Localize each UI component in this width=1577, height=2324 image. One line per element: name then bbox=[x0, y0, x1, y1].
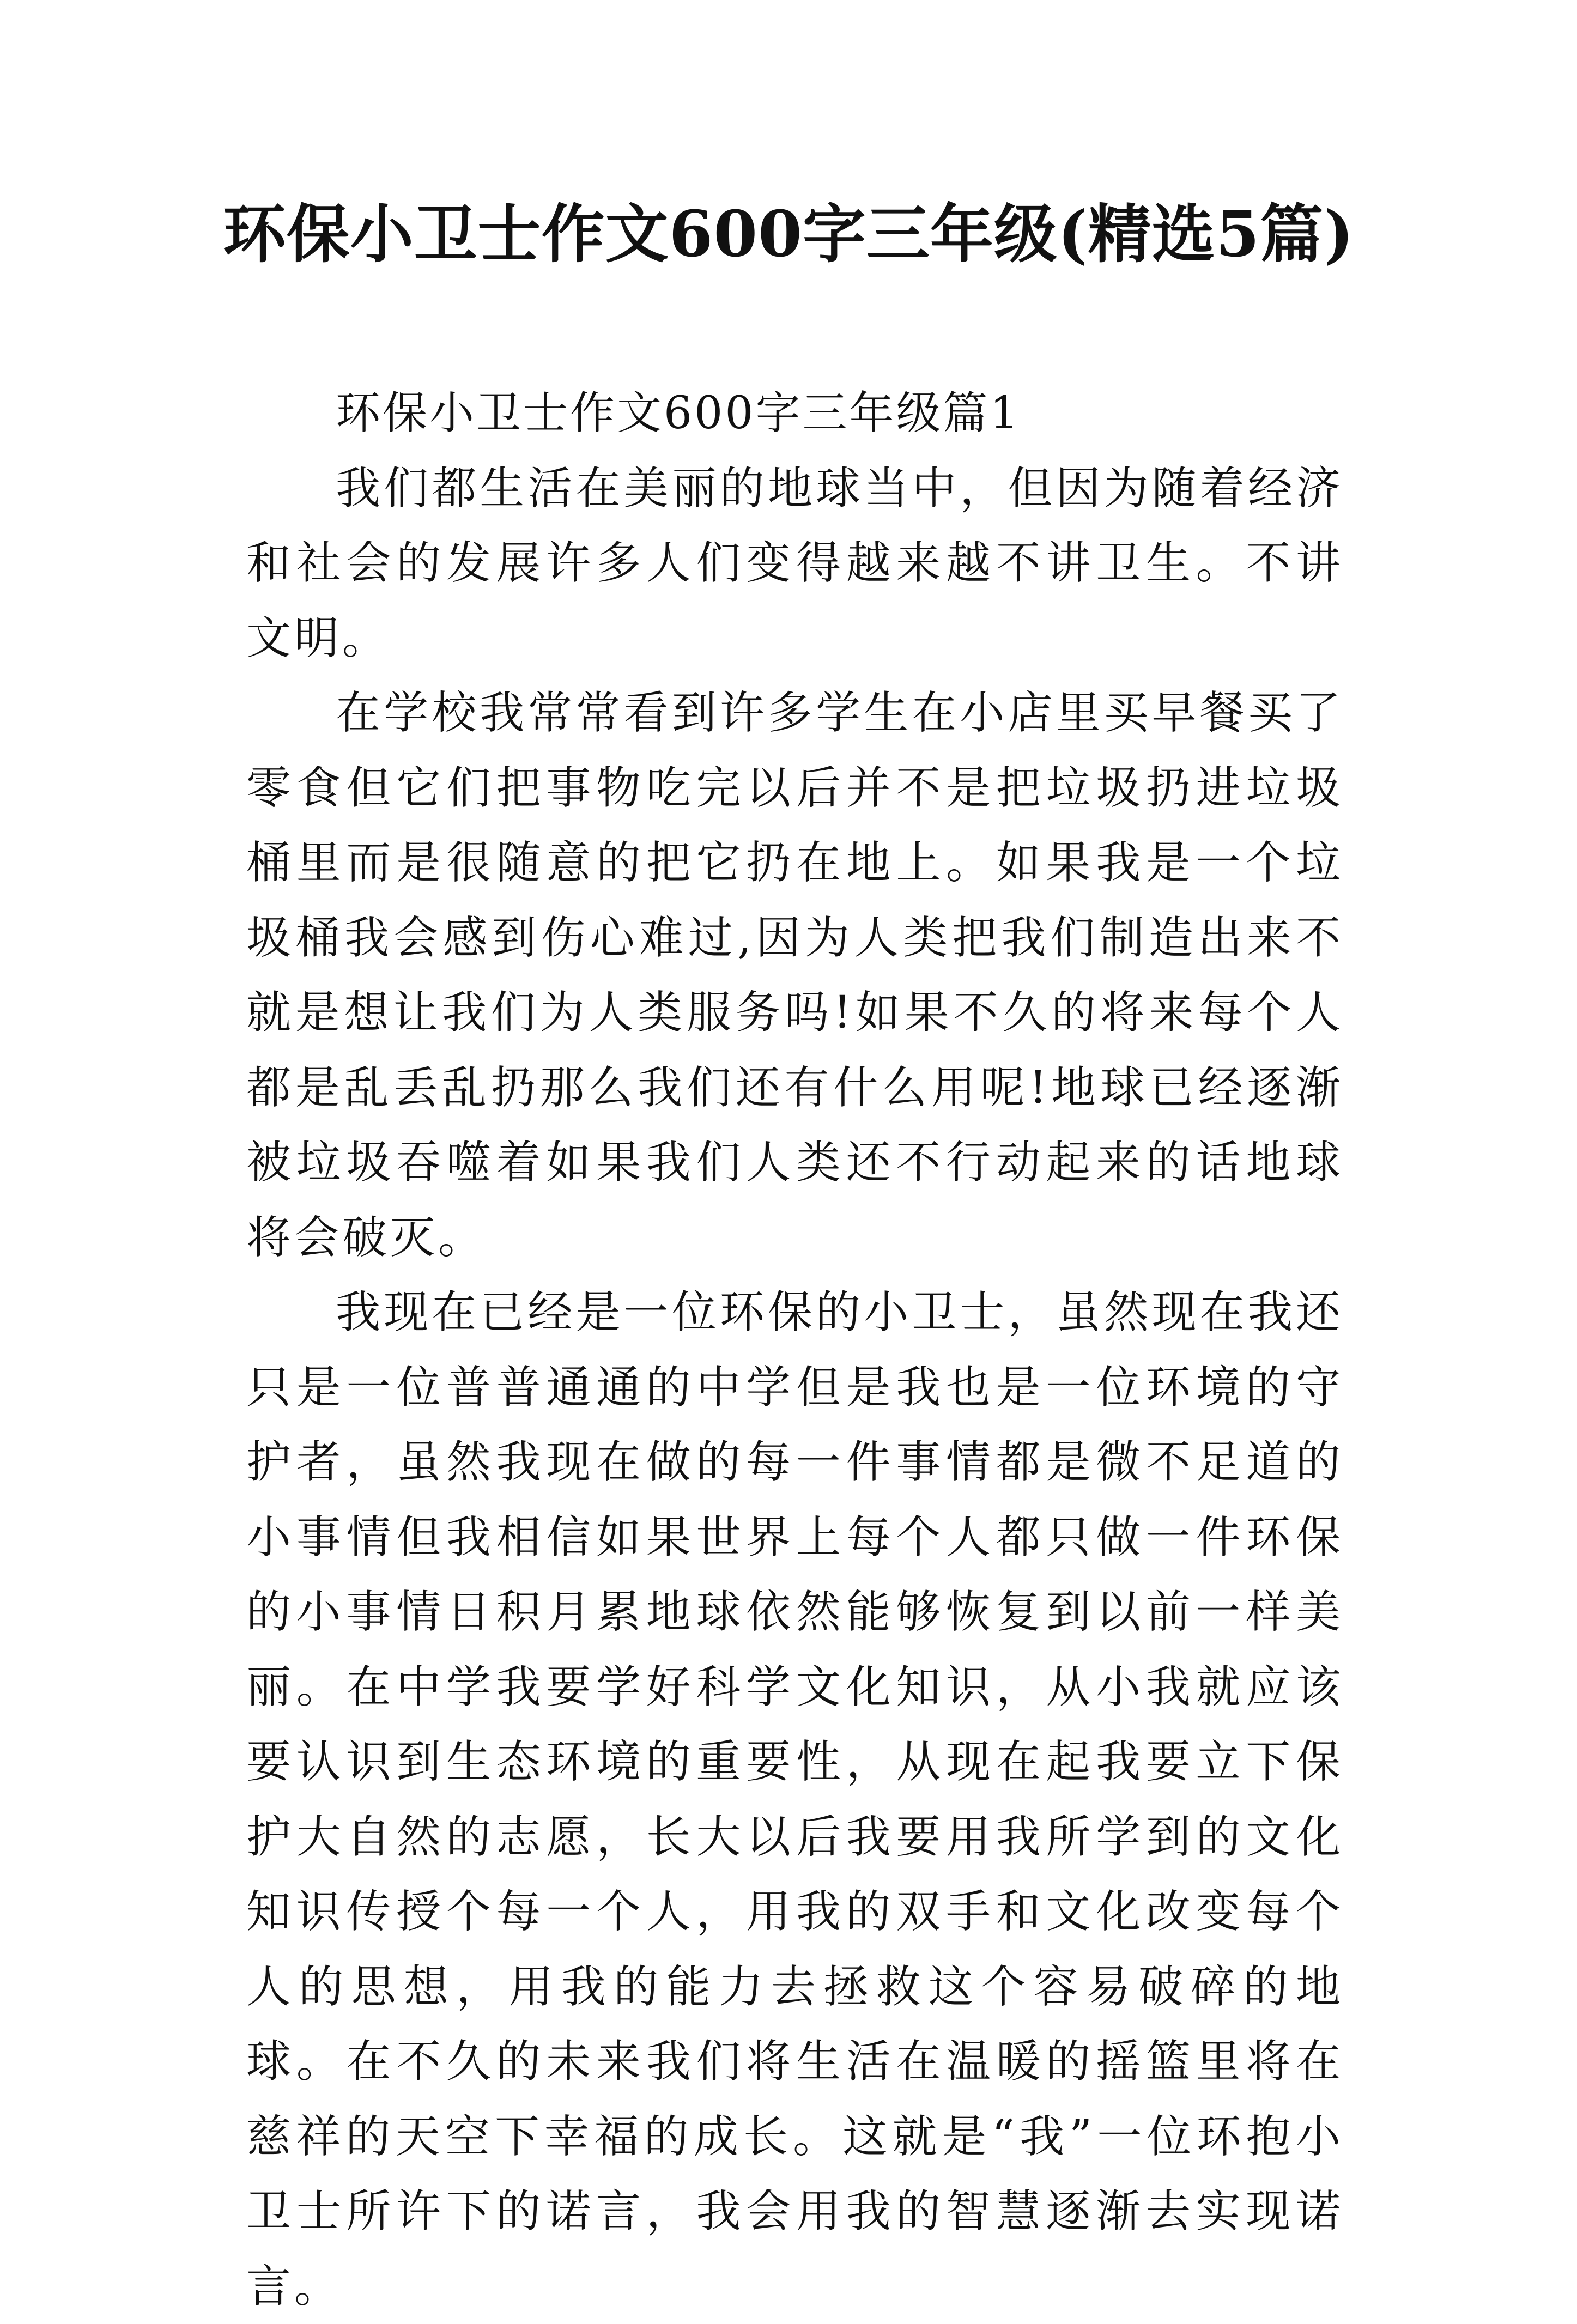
paragraph-3: 我现在已经是一位环保的小卫士，虽然现在我还只是一位普普通通的中学但是我也是一位环境的守护者，虽然我现在做的每一件事情都是微不足道的小事情但我相信如果世界上每个人都只做一件环保的小事情日积月累地球依然能够恢复到以前一样美丽。在中学我要学好科学文化知识，从小我就应该要认识到生态环境的重要性，从现在起我要立下保护大自然的志愿，长大以后我要用我所学到的文化知识传授个每一个人，用我的双手和文化改变每个人的思想，用我的能力去拯救这个容易破碎的地球。在不久的未来我们将生活在温暖的摇篮里将在慈祥的天空下幸福的成长。这就是“我”一位环抱小卫士所许下的诺言，我会用我的智慧逐渐去实现诺言。 bbox=[246, 1287, 1344, 2313]
paragraph-2: 在学校我常常看到许多学生在小店里买早餐买了零食但它们把事物吃完以后并不是把垃圾扔进垃圾桶里而是很随意的把它扔在地上。如果我是一个垃圾桶我会感到伤心难过,因为人类把我们制造出来不就是想让我们为人类服务吗!如果不久的将来每个人都是乱丢乱扔那么我们还有什么用呢!地球已经逐渐被垃圾吞噬着如果我们人类还不行动起来的话地球将会破灭。 bbox=[246, 687, 1344, 1264]
document-body bbox=[246, 376, 1344, 2324]
document-title: 环保小卫士作文600字三年级(精选5篇) bbox=[222, 197, 1355, 271]
section-heading: 环保小卫士作文600字三年级篇1 bbox=[336, 387, 1021, 439]
paragraph-1: 我们都生活在美丽的地球当中，但因为随着经济和社会的发展许多人们变得越来越不讲卫生。不讲文明。 bbox=[246, 462, 1344, 664]
